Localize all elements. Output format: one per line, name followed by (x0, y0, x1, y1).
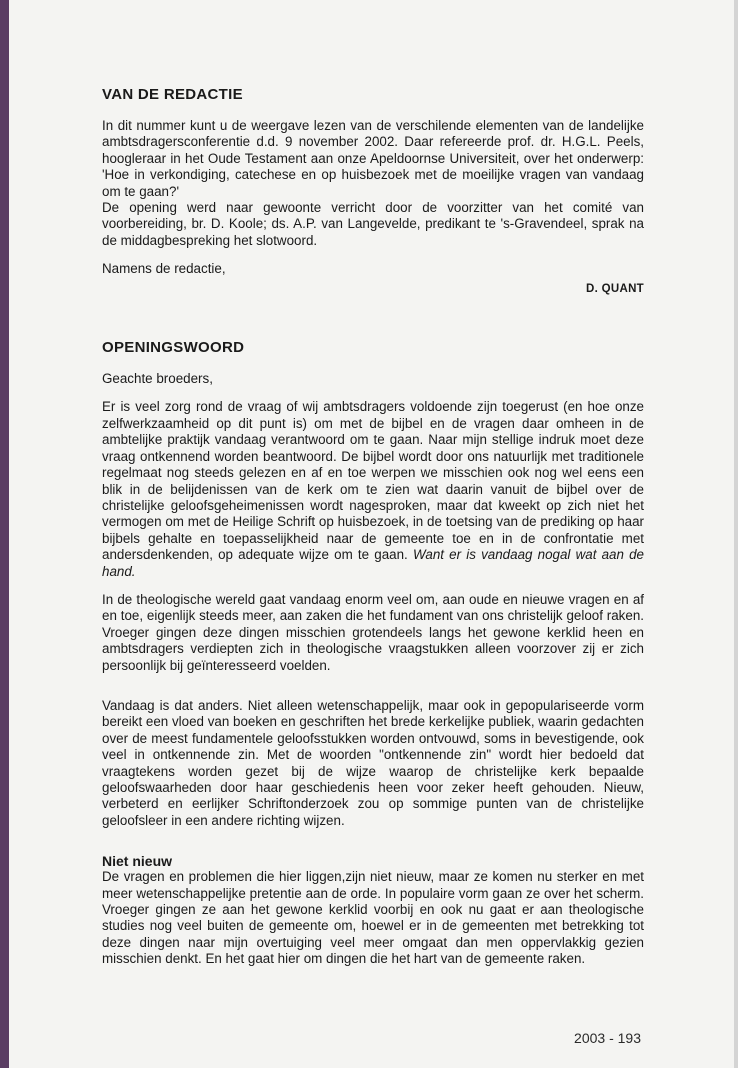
section-title-openingswoord: OPENINGSWOORD (102, 339, 245, 357)
body-paragraph (102, 399, 644, 579)
editorial-closing: Namens de redactie, (102, 261, 226, 277)
subheading-niet-nieuw: Niet nieuw (102, 853, 173, 870)
page-edge-shadow (734, 0, 738, 1068)
page-number: 2003 - 193 (574, 1030, 641, 1046)
article-body (102, 86, 644, 968)
body-paragraph: Vandaag is dat anders. Niet alleen wetenschappelijk, maar ook in gepopulariseerde vorm bereikt een vloed van boeken en geschriften het brede kerkelijke publiek, waarin gedachten over de meest fundamentele geloofsstukken worden ontvouwd, soms in bevestigende, ook veel in ontkennende zin. Met de woorden "ontkennende zin" wordt hier bedoeld dat vraagtekens worden gezet bij de wijze waarop de christelijke kerk bepaalde geloofswaarheden door haar geschiedenis heen voor zeker heeft gehouden. Nieuw, verbeterd en eerlijker Schriftonderzoek zou op sommige punten van de christelijke geloofsleer in een andere richting wijzen. (102, 697, 644, 828)
editorial-paragraph: In dit nummer kunt u de weergave lezen van de verschilende elementen van de landelijke ambtsdragersconferentie d.d. 9 november 2002. Daar refereerde prof. dr. H.G.L. Peels, hoogleraar in het Oude Testament aan onze Apeldoornse Universiteit, over het onderwerp: 'Hoe in verkondiging, catechese en op huisbezoek met de moeilijke vragen van vandaag om te gaan?' (102, 118, 644, 199)
body-paragraph: In de theologische wereld gaat vandaag enorm veel om, aan oude en nieuwe vragen en af en toe, eigenlijk steeds meer, aan zaken die het fundament van ons christelijk geloof raken. Vroeger gingen deze dingen misschien grotendeels langs het gewone kerklid heen en ambtsdragers verdiepten zich in theologische vraagstukken alleen voorzover zij er zich persoonlijk bij geïnteresseerd voelden. (102, 591, 644, 673)
signature: D. QUANT (586, 282, 644, 295)
body-text: Er is veel zorg rond de vraag of wij ambtsdragers voldoende zijn toegerust (en hoe onze zelfwerkzaamheid op dit punt is) om met de bijbel en de vragen daar omheen in de ambtelijke praktijk vandaag verantwoord om te gaan. Naar mijn stellige indruk moet deze vraag ontkennend worden beantwoord. De bijbel wordt door ons natuurlijk met traditionele regelmaat nog steeds gelezen en af en toe werpen we misschien ook nog wel eens een blik in de belijdenissen van de kerk om te zien wat daarin vanuit de bijbel over de christelijke geloofsgeheimenissen wordt nagesproken, maar dat kweekt op zich niet het vermogen om met de Heilige Schrift op huisbezoek, in de toetsing van de prediking op haar bijbels gehalte en toepasselijkheid naar de gemeente toe en in de confrontatie met andersdenkenden, op adequate wijze om te gaan. (102, 399, 644, 563)
binding-edge (0, 0, 9, 1068)
italic-emphasis: Want er is vandaag nogal wat aan de hand. (102, 547, 644, 579)
section-title-van-de-redactie: VAN DE REDACTIE (102, 86, 243, 103)
greeting: Geachte broeders, (102, 371, 213, 387)
editorial-paragraph: De opening werd naar gewoonte verricht door de voorzitter van het comité van voorbereiding, br. D. Koole; ds. A.P. van Langevelde, predikant te 's-Gravendeel, sprak na de middagbespreking het slotwoord. (102, 200, 644, 248)
body-paragraph: De vragen en problemen die hier liggen,zijn niet nieuw, maar ze komen nu sterker en met meer wetenschappelijke pretentie aan de orde. In populaire vorm gaan ze over het scherm. Vroeger gingen ze aan het gewone kerklid voorbij en ook nu gaat er aan theologische studies nog veel buiten de gemeente om, hoewel er in de gemeenten met betrekking tot deze dingen naar mijn overtuiging veel meer omgaat dan men oppervlakkig gezien misschien denkt. En het gaat hier om dingen die het hart van de gemeente raken. (102, 869, 644, 967)
